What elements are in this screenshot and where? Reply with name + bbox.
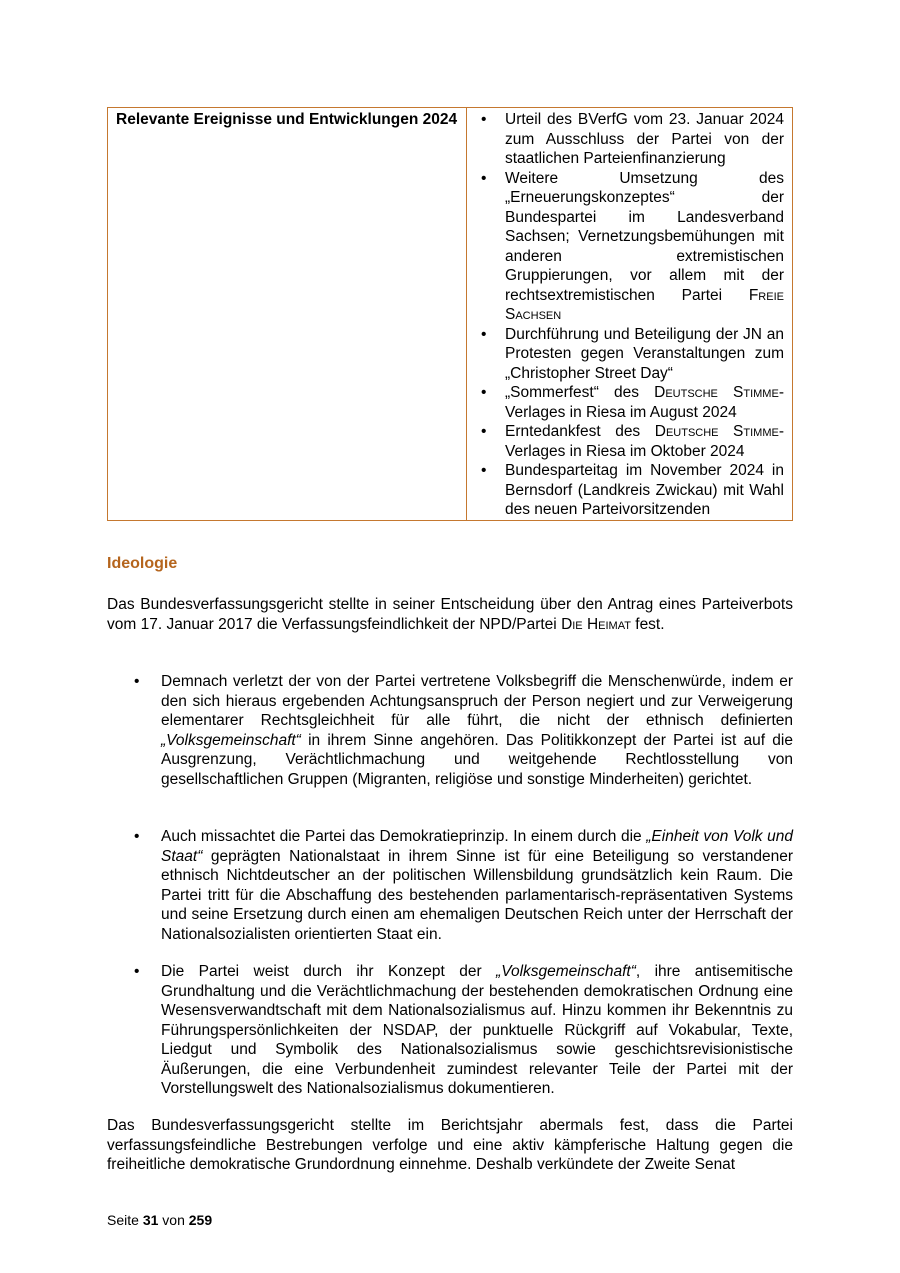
list-item: • Urteil des BVerfG vom 23. Januar 2024 zum Ausschluss der Partei von der staatlichen Parteienfinanzierung (475, 110, 784, 169)
bullet-marker: • (134, 963, 140, 980)
list-item: • Bundesparteitag im November 2024 in Bernsdorf (Landkreis Zwickau) mit Wahl des neuen Parteivorsitzenden (475, 461, 784, 520)
page-number: 31 (142, 1212, 159, 1228)
events-table (107, 107, 793, 521)
closing-paragraph: Das Bundesverfassungsgericht stellte im Berichtsjahr abermals fest, dass die Partei verfassungsfeindliche Bestrebungen verfolge und eine aktiv kämpferische Haltung gegen die freiheitliche demokratische Grundordnung einnehme. Deshalb verkündete der Zweite Senat (107, 1117, 793, 1173)
bullet-marker: • (134, 673, 140, 690)
list-item: • Demnach verletzt der von der Partei vertretene Volksbegriff die Menschenwürde, indem er den sich hieraus ergebenden Achtungsanspruch der Person negiert und zur Verweigerung elementarer Rechtsgleichheit für alle führt, die nicht der ethnisch definierten „Volksgemeinschaft“ in ihrem Sinne angehören. Das Politikkonzept der Partei ist auf die Ausgrenzung, Verächtlichmachung und weitgehende Rechtlosstellung von gesellschaftlichen Gruppen (Migranten, religiöse und sonstige Minderheiten) gerichtet. (134, 673, 793, 788)
section-heading: Ideologie (107, 555, 178, 572)
list-item: • Weitere Umsetzung des „Erneuerungskonzeptes“ der Bundespartei im Landesverband Sachsen; Vernetzungsbemühungen mit anderen extremistischen Gruppierungen, vor allem mit der rechtsextremistischen Partei Freie Sachsen (475, 169, 784, 325)
events-list (475, 110, 784, 520)
page-footer: Seite 31 von 259 (107, 1212, 213, 1228)
list-item: • „Sommerfest“ des Deutsche Stimme-Verlages in Riesa im August 2024 (475, 383, 784, 422)
bullet-marker: • (134, 828, 140, 845)
page-total: 259 (188, 1212, 213, 1228)
list-item: • Auch missachtet die Partei das Demokratieprinzip. In einem durch die „Einheit von Volk und Staat“ geprägten Nationalstaat in ihrem Sinne ist für eine Beteiligung so verstandener ethnisch Nichtdeutscher an der politischen Willensbildung grundsätzlich kein Raum. Die Partei tritt für die Abschaffung des bestehenden parlamentarisch-repräsentativen Systems und seine Ersetzung durch einen am ehemaligen Deutschen Reich unter der Herrschaft der Nationalsozialisten orientierten Staat ein. (134, 828, 794, 943)
intro-paragraph: Das Bundesverfassungsgericht stellte in seiner Entscheidung über den Antrag eines Parteiverbots vom 17. Januar 2017 die Verfassungsfeindlichkeit der NPD/Partei Die Heimat fest. (107, 596, 793, 633)
events-table-label: Relevante Ereignisse und Entwicklungen 2024 (108, 108, 467, 521)
list-item: • Die Partei weist durch ihr Konzept der „Volksgemeinschaft“, ihre antisemitische Grundhaltung und die Verächtlichmachung der bestehenden demokratischen Ordnung eine Wesensverwandtschaft mit dem Nationalsozialismus auf. Hinzu kommen ihr Bekenntnis zu Führungspersönlichkeiten der NSDAP, der punktuelle Rückgriff auf Vokabular, Texte, Liedgut und Symbolik des Nationalsozialismus sowie geschichtsrevisionistische Äußerungen, die eine Verbundenheit zumindest relevanter Teile der Partei mit der Vorstellungswelt des Nationalsozialismus dokumentieren. (134, 963, 793, 1097)
list-item: • Erntedankfest des Deutsche Stimme-Verlages in Riesa im Oktober 2024 (475, 422, 784, 461)
list-item: • Durchführung und Beteiligung der JN an Protesten gegen Veranstaltungen zum „Christopher Street Day“ (475, 325, 784, 384)
